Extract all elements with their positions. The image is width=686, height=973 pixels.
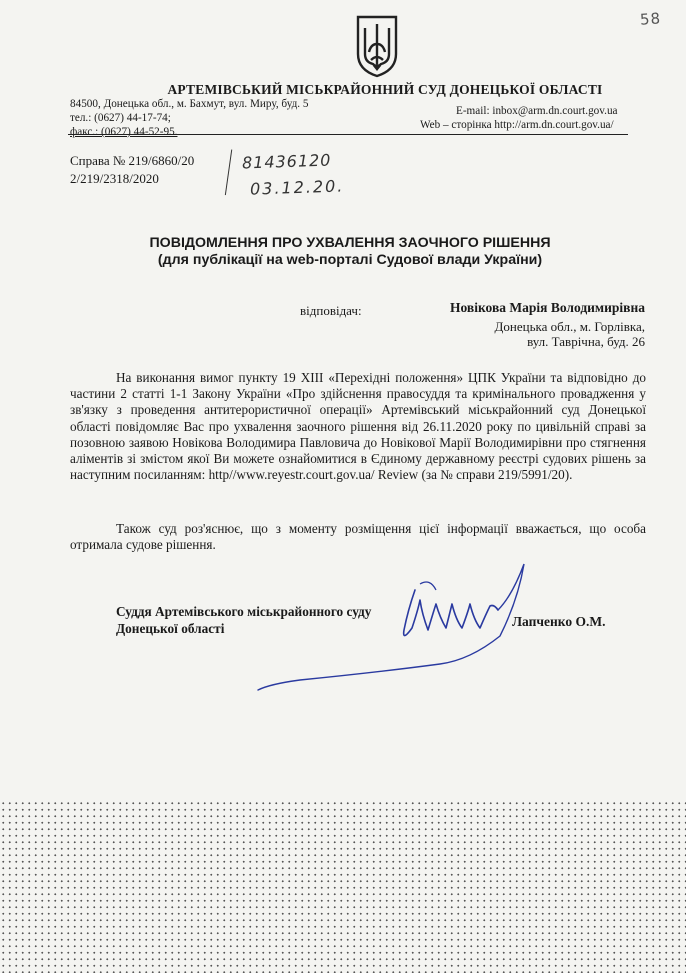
judge-position-line2: Донецької області [116,621,225,636]
proceeding-number: 2/219/2318/2020 [70,171,159,186]
court-phone: тел.: (0627) 44-17-74; [70,112,171,124]
judge-name: Лапченко О.М. [512,614,606,629]
court-fax: факс.: (0627) 44-52-95. [70,126,178,138]
case-number: Справа № 219/6860/20 [70,153,195,168]
coat-of-arms-icon [355,14,399,78]
notice-subtitle: (для публікації на web-порталі Судової влади України) [157,252,543,268]
court-address: 84500, Донецька обл., м. Бахмут, вул. Миру, буд. 5 [70,98,309,110]
handwritten-date: 03.12.20. [249,176,345,199]
scan-dot-pattern [0,800,686,973]
judge-position-line1: Суддя Артемівського міськрайонного суду [116,604,372,619]
notice-title: ПОВІДОМЛЕННЯ ПРО УХВАЛЕННЯ ЗАОЧНОГО РІШЕННЯ [149,235,551,251]
court-email: E-mail: inbox@arm.dn.court.gov.ua [456,105,618,117]
handwritten-reference: 81436120 [241,150,332,173]
notice-explanation-paragraph: Також суд роз'яснює, що з моменту розміщення цієї інформації вважається, що особа отримала судове рішення. [70,521,646,553]
handwritten-bracket [225,149,242,196]
header-divider [68,134,628,135]
page-number: 58 [639,9,662,29]
respondent-address-line2: вул. Таврічна, буд. 26 [527,334,645,349]
respondent-address-line1: Донецька обл., м. Горлівка, [494,319,645,334]
notice-body-paragraph: На виконання вимог пункту 19 ХІІІ «Перехідні положення» ЦПК України та відповідно до частини 2 статті 1-1 Закону України «Про здійснення правосуддя та кримінального провадження у зв'язку з проведення антитерористичної операції» Артемівський міськрайонний суд Донецької області повідомляє Вас про ухвалення заочного рішення від 26.11.2020 року по цивільній справі за позовною заявою Новікова Володимира Павловича до Новікової Марії Володимирівни про стягнення аліментів зі змістом якої Ви можете ознайомитися в Єдиному державному реєстрі судових рішень за наступним посиланням: http//www.reyestr.court.gov.ua/ Review (за № справи 219/5991/20). [70,370,646,483]
court-website: Web – сторінка http://arm.dn.court.gov.ua/ [420,119,614,131]
court-name: АРТЕМІВСЬКИЙ МІСЬКРАЙОННИЙ СУД ДОНЕЦЬКОЇ ОБЛАСТІ [167,82,603,97]
respondent-label: відповідач: [300,303,362,318]
respondent-name: Новікова Марія Володимирівна [450,300,645,315]
